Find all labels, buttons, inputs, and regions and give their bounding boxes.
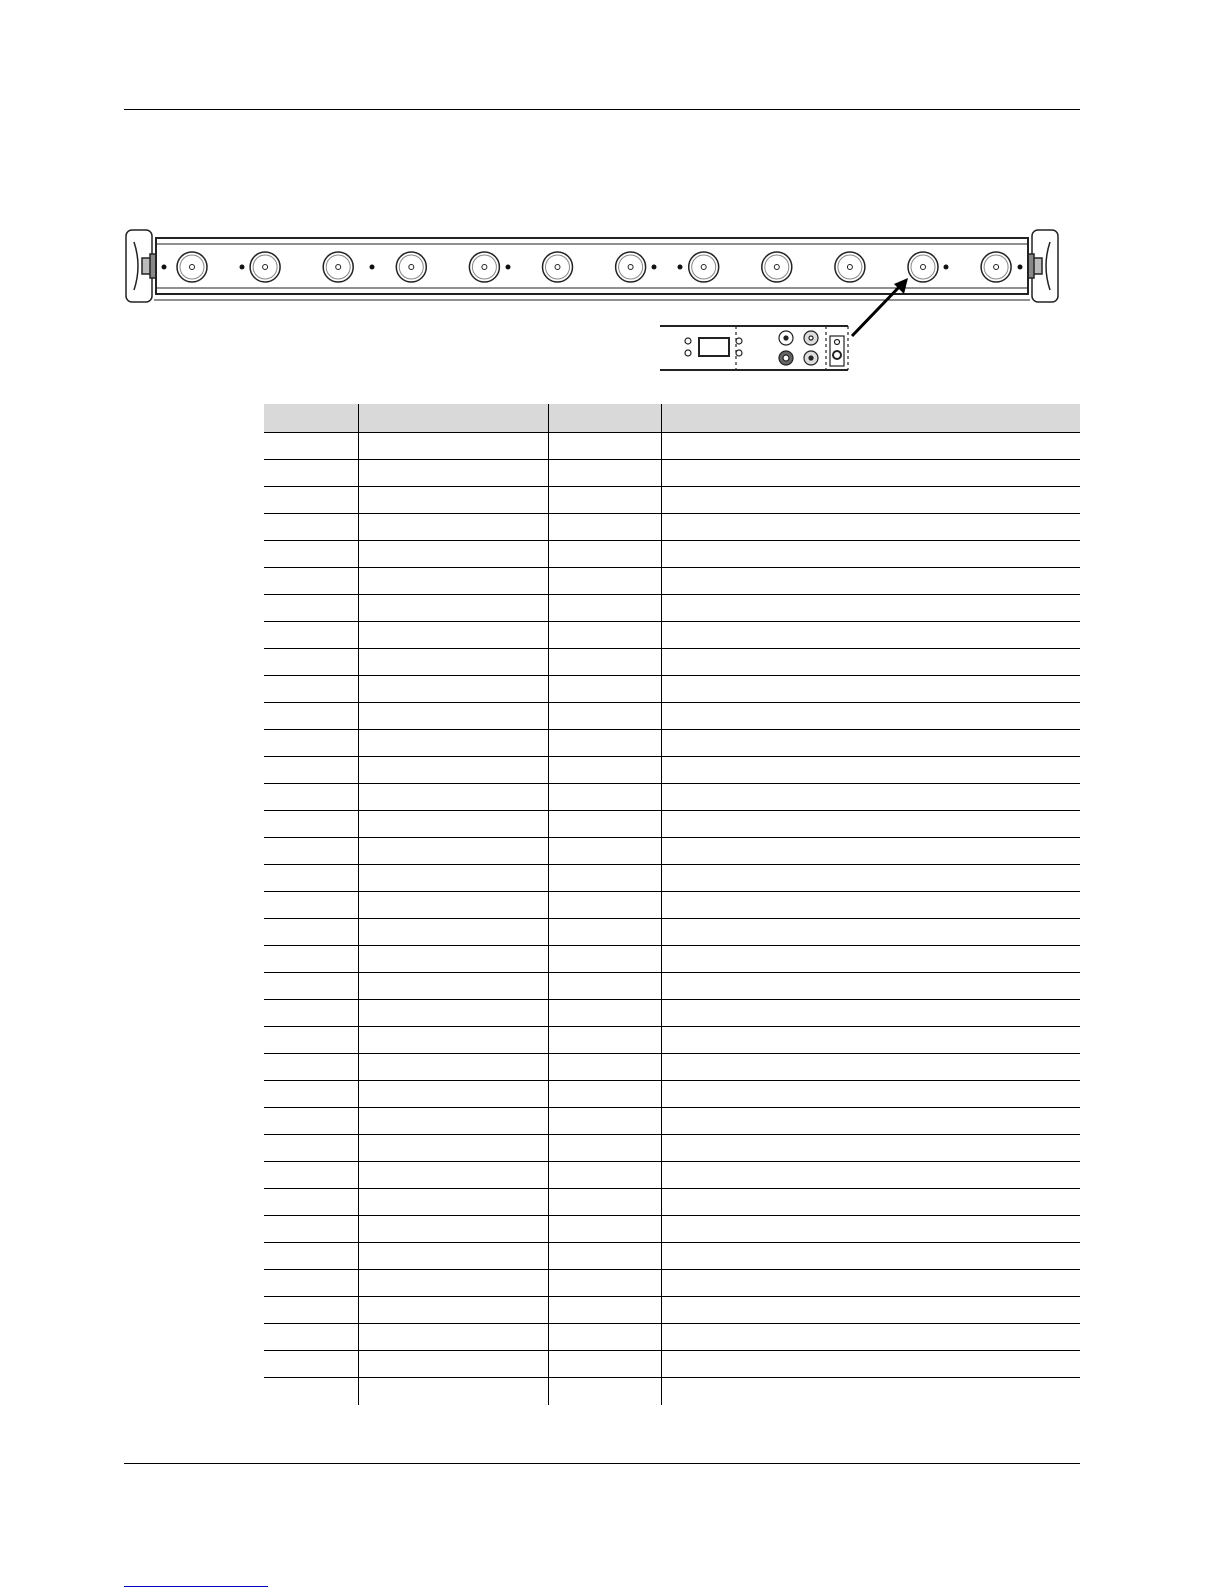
table-row	[264, 1297, 1080, 1324]
table-row	[264, 541, 1080, 568]
table-cell	[548, 730, 661, 757]
table-cell	[661, 622, 1080, 649]
table-cell	[264, 730, 358, 757]
table-row	[264, 1162, 1080, 1189]
header-rule	[124, 109, 1080, 110]
table-cell	[358, 1216, 548, 1243]
menu-button[interactable]	[685, 338, 691, 356]
table-cell	[661, 1324, 1080, 1351]
table-cell	[661, 649, 1080, 676]
table-cell	[264, 1243, 358, 1270]
table-cell	[548, 757, 661, 784]
table-cell	[661, 1243, 1080, 1270]
table-cell	[358, 1081, 548, 1108]
table-cell	[548, 811, 661, 838]
table-cell	[264, 676, 358, 703]
table-cell	[548, 973, 661, 1000]
table-cell	[264, 865, 358, 892]
table-cell	[548, 514, 661, 541]
table-cell	[264, 1324, 358, 1351]
table-cell	[264, 973, 358, 1000]
table-cell	[661, 1189, 1080, 1216]
table-cell	[264, 1351, 358, 1378]
table-cell	[661, 811, 1080, 838]
table-row	[264, 1027, 1080, 1054]
left-end-cap	[126, 230, 156, 302]
table-cell	[358, 1243, 548, 1270]
table-cell	[264, 1081, 358, 1108]
table-row	[264, 568, 1080, 595]
table-cell	[548, 1027, 661, 1054]
column-header	[358, 404, 548, 433]
table-row	[264, 811, 1080, 838]
table-cell	[358, 1297, 548, 1324]
table-cell	[358, 1351, 548, 1378]
table-cell	[661, 865, 1080, 892]
table-cell	[264, 460, 358, 487]
table-row	[264, 946, 1080, 973]
table-cell	[661, 1162, 1080, 1189]
table-cell	[661, 1000, 1080, 1027]
screw-icon	[678, 265, 683, 270]
led-lens-icon	[469, 252, 499, 282]
table-cell	[358, 757, 548, 784]
table-cell	[661, 1108, 1080, 1135]
table-cell	[358, 784, 548, 811]
table-body	[264, 433, 1080, 1406]
right-end-cap	[1028, 230, 1058, 302]
table-cell	[661, 541, 1080, 568]
screw-icon	[1018, 265, 1023, 270]
table-cell	[358, 622, 548, 649]
table-cell	[264, 595, 358, 622]
table-cell	[548, 622, 661, 649]
table-cell	[548, 433, 661, 460]
table-cell	[264, 1000, 358, 1027]
table-cell	[661, 1351, 1080, 1378]
table-cell	[264, 811, 358, 838]
table-cell	[264, 919, 358, 946]
led-lens-icon	[323, 252, 353, 282]
table-cell	[264, 1135, 358, 1162]
screw-icon	[944, 265, 949, 270]
table-row	[264, 865, 1080, 892]
table-cell	[358, 1378, 548, 1406]
table-cell	[358, 811, 548, 838]
table-cell	[264, 541, 358, 568]
screw-icon	[240, 265, 245, 270]
table-row	[264, 1000, 1080, 1027]
table-cell	[661, 1027, 1080, 1054]
table-cell	[548, 568, 661, 595]
table-cell	[661, 946, 1080, 973]
table-cell	[548, 460, 661, 487]
table-cell	[661, 973, 1080, 1000]
table-cell	[548, 676, 661, 703]
table-row	[264, 1270, 1080, 1297]
table-cell	[358, 1108, 548, 1135]
lcd-display	[699, 338, 729, 356]
table-cell	[661, 757, 1080, 784]
table-row	[264, 1216, 1080, 1243]
table-cell	[548, 892, 661, 919]
table-cell	[548, 1270, 661, 1297]
table-cell	[661, 487, 1080, 514]
table-cell	[661, 1135, 1080, 1162]
table-cell	[358, 1162, 548, 1189]
table-row	[264, 622, 1080, 649]
menu-button[interactable]	[736, 338, 742, 356]
led-lens-icon	[177, 252, 207, 282]
table-row	[264, 460, 1080, 487]
table-cell	[264, 568, 358, 595]
table-cell	[548, 1054, 661, 1081]
table-cell	[264, 784, 358, 811]
led-lens-icon	[981, 252, 1011, 282]
table-row	[264, 757, 1080, 784]
table-cell	[264, 487, 358, 514]
table-row	[264, 1378, 1080, 1406]
table-cell	[358, 1270, 548, 1297]
table-cell	[264, 622, 358, 649]
led-lens-icon	[616, 252, 646, 282]
table-cell	[358, 541, 548, 568]
table-cell	[358, 1189, 548, 1216]
table-cell	[548, 649, 661, 676]
table-cell	[661, 1270, 1080, 1297]
table-cell	[264, 1378, 358, 1406]
table-cell	[661, 433, 1080, 460]
table-cell	[548, 1351, 661, 1378]
led-lens-icon	[908, 252, 938, 282]
table-row	[264, 919, 1080, 946]
table-cell	[358, 973, 548, 1000]
table-cell	[264, 1027, 358, 1054]
table-row	[264, 703, 1080, 730]
table-cell	[358, 1000, 548, 1027]
table-cell	[548, 1324, 661, 1351]
table-cell	[661, 784, 1080, 811]
column-header	[548, 404, 661, 433]
table-cell	[358, 1135, 548, 1162]
table-row	[264, 1135, 1080, 1162]
table-cell	[548, 784, 661, 811]
table-cell	[548, 1162, 661, 1189]
led-lens-icon	[250, 252, 280, 282]
table-cell	[661, 919, 1080, 946]
table-row	[264, 973, 1080, 1000]
table-row	[264, 1054, 1080, 1081]
table-cell	[358, 568, 548, 595]
led-lens-icon	[762, 252, 792, 282]
table-header-row	[264, 404, 1080, 433]
table-cell	[661, 595, 1080, 622]
table-row	[264, 433, 1080, 460]
table-cell	[548, 1000, 661, 1027]
led-lens-icon	[689, 252, 719, 282]
table-cell	[358, 703, 548, 730]
table-cell	[358, 892, 548, 919]
table-cell	[358, 1054, 548, 1081]
table-cell	[548, 1189, 661, 1216]
column-header	[264, 404, 358, 433]
table-cell	[548, 1081, 661, 1108]
table-row	[264, 1324, 1080, 1351]
table-cell	[358, 433, 548, 460]
table-cell	[358, 514, 548, 541]
table-cell	[548, 1108, 661, 1135]
table-cell	[661, 703, 1080, 730]
table-cell	[358, 676, 548, 703]
table-cell	[548, 1378, 661, 1406]
table-cell	[358, 865, 548, 892]
table-row	[264, 676, 1080, 703]
table-cell	[661, 514, 1080, 541]
screw-icon	[506, 265, 511, 270]
table-cell	[358, 838, 548, 865]
table-cell	[358, 1027, 548, 1054]
table-cell	[264, 703, 358, 730]
column-header	[661, 404, 1080, 433]
table-cell	[358, 730, 548, 757]
table-cell	[661, 1081, 1080, 1108]
table-row	[264, 1243, 1080, 1270]
table-row	[264, 595, 1080, 622]
table-cell	[358, 595, 548, 622]
arrow-icon	[848, 274, 912, 342]
dmx-connector-icon	[779, 331, 818, 365]
fixture-illustration	[124, 224, 1060, 308]
table-cell	[358, 946, 548, 973]
table-row	[264, 1081, 1080, 1108]
screw-icon	[652, 265, 657, 270]
table-row	[264, 1108, 1080, 1135]
table-cell	[264, 433, 358, 460]
table-cell	[661, 838, 1080, 865]
table-row	[264, 730, 1080, 757]
table-cell	[661, 568, 1080, 595]
table-cell	[358, 649, 548, 676]
table-cell	[548, 946, 661, 973]
table-cell	[264, 649, 358, 676]
table-cell	[661, 730, 1080, 757]
table-cell	[264, 946, 358, 973]
table-row	[264, 1189, 1080, 1216]
table-cell	[548, 1297, 661, 1324]
table-cell	[264, 757, 358, 784]
table-cell	[548, 919, 661, 946]
table-cell	[264, 1270, 358, 1297]
table-cell	[548, 1135, 661, 1162]
table-cell	[264, 514, 358, 541]
table-cell	[358, 1324, 548, 1351]
table-cell	[264, 1054, 358, 1081]
table-cell	[661, 1216, 1080, 1243]
table-cell	[548, 595, 661, 622]
power-connector-icon	[830, 336, 844, 366]
table-cell	[264, 1216, 358, 1243]
table-cell	[358, 919, 548, 946]
table-cell	[264, 1189, 358, 1216]
table-row	[264, 892, 1080, 919]
menu-table	[264, 404, 1080, 1405]
table-cell	[548, 1243, 661, 1270]
led-lens-icon	[543, 252, 573, 282]
table-cell	[661, 1378, 1080, 1406]
screw-icon	[162, 265, 167, 270]
table-cell	[548, 541, 661, 568]
table-cell	[548, 703, 661, 730]
table-row	[264, 838, 1080, 865]
table-cell	[264, 892, 358, 919]
table-row	[264, 514, 1080, 541]
table-cell	[264, 1297, 358, 1324]
table-row	[264, 1351, 1080, 1378]
table-cell	[548, 487, 661, 514]
table-cell	[661, 892, 1080, 919]
table-cell	[548, 1216, 661, 1243]
table-cell	[661, 460, 1080, 487]
control-panel-illustration	[660, 322, 850, 374]
led-lens-icon	[396, 252, 426, 282]
footer-rule	[124, 1463, 1080, 1464]
table-cell	[264, 838, 358, 865]
screw-icon	[370, 265, 375, 270]
table-cell	[358, 460, 548, 487]
table-cell	[548, 838, 661, 865]
table-cell	[661, 1297, 1080, 1324]
table-cell	[264, 1162, 358, 1189]
table-cell	[548, 865, 661, 892]
table-cell	[661, 1054, 1080, 1081]
table-row	[264, 487, 1080, 514]
table-cell	[661, 676, 1080, 703]
table-row	[264, 784, 1080, 811]
table-cell	[358, 487, 548, 514]
table-cell	[264, 1108, 358, 1135]
table-row	[264, 649, 1080, 676]
